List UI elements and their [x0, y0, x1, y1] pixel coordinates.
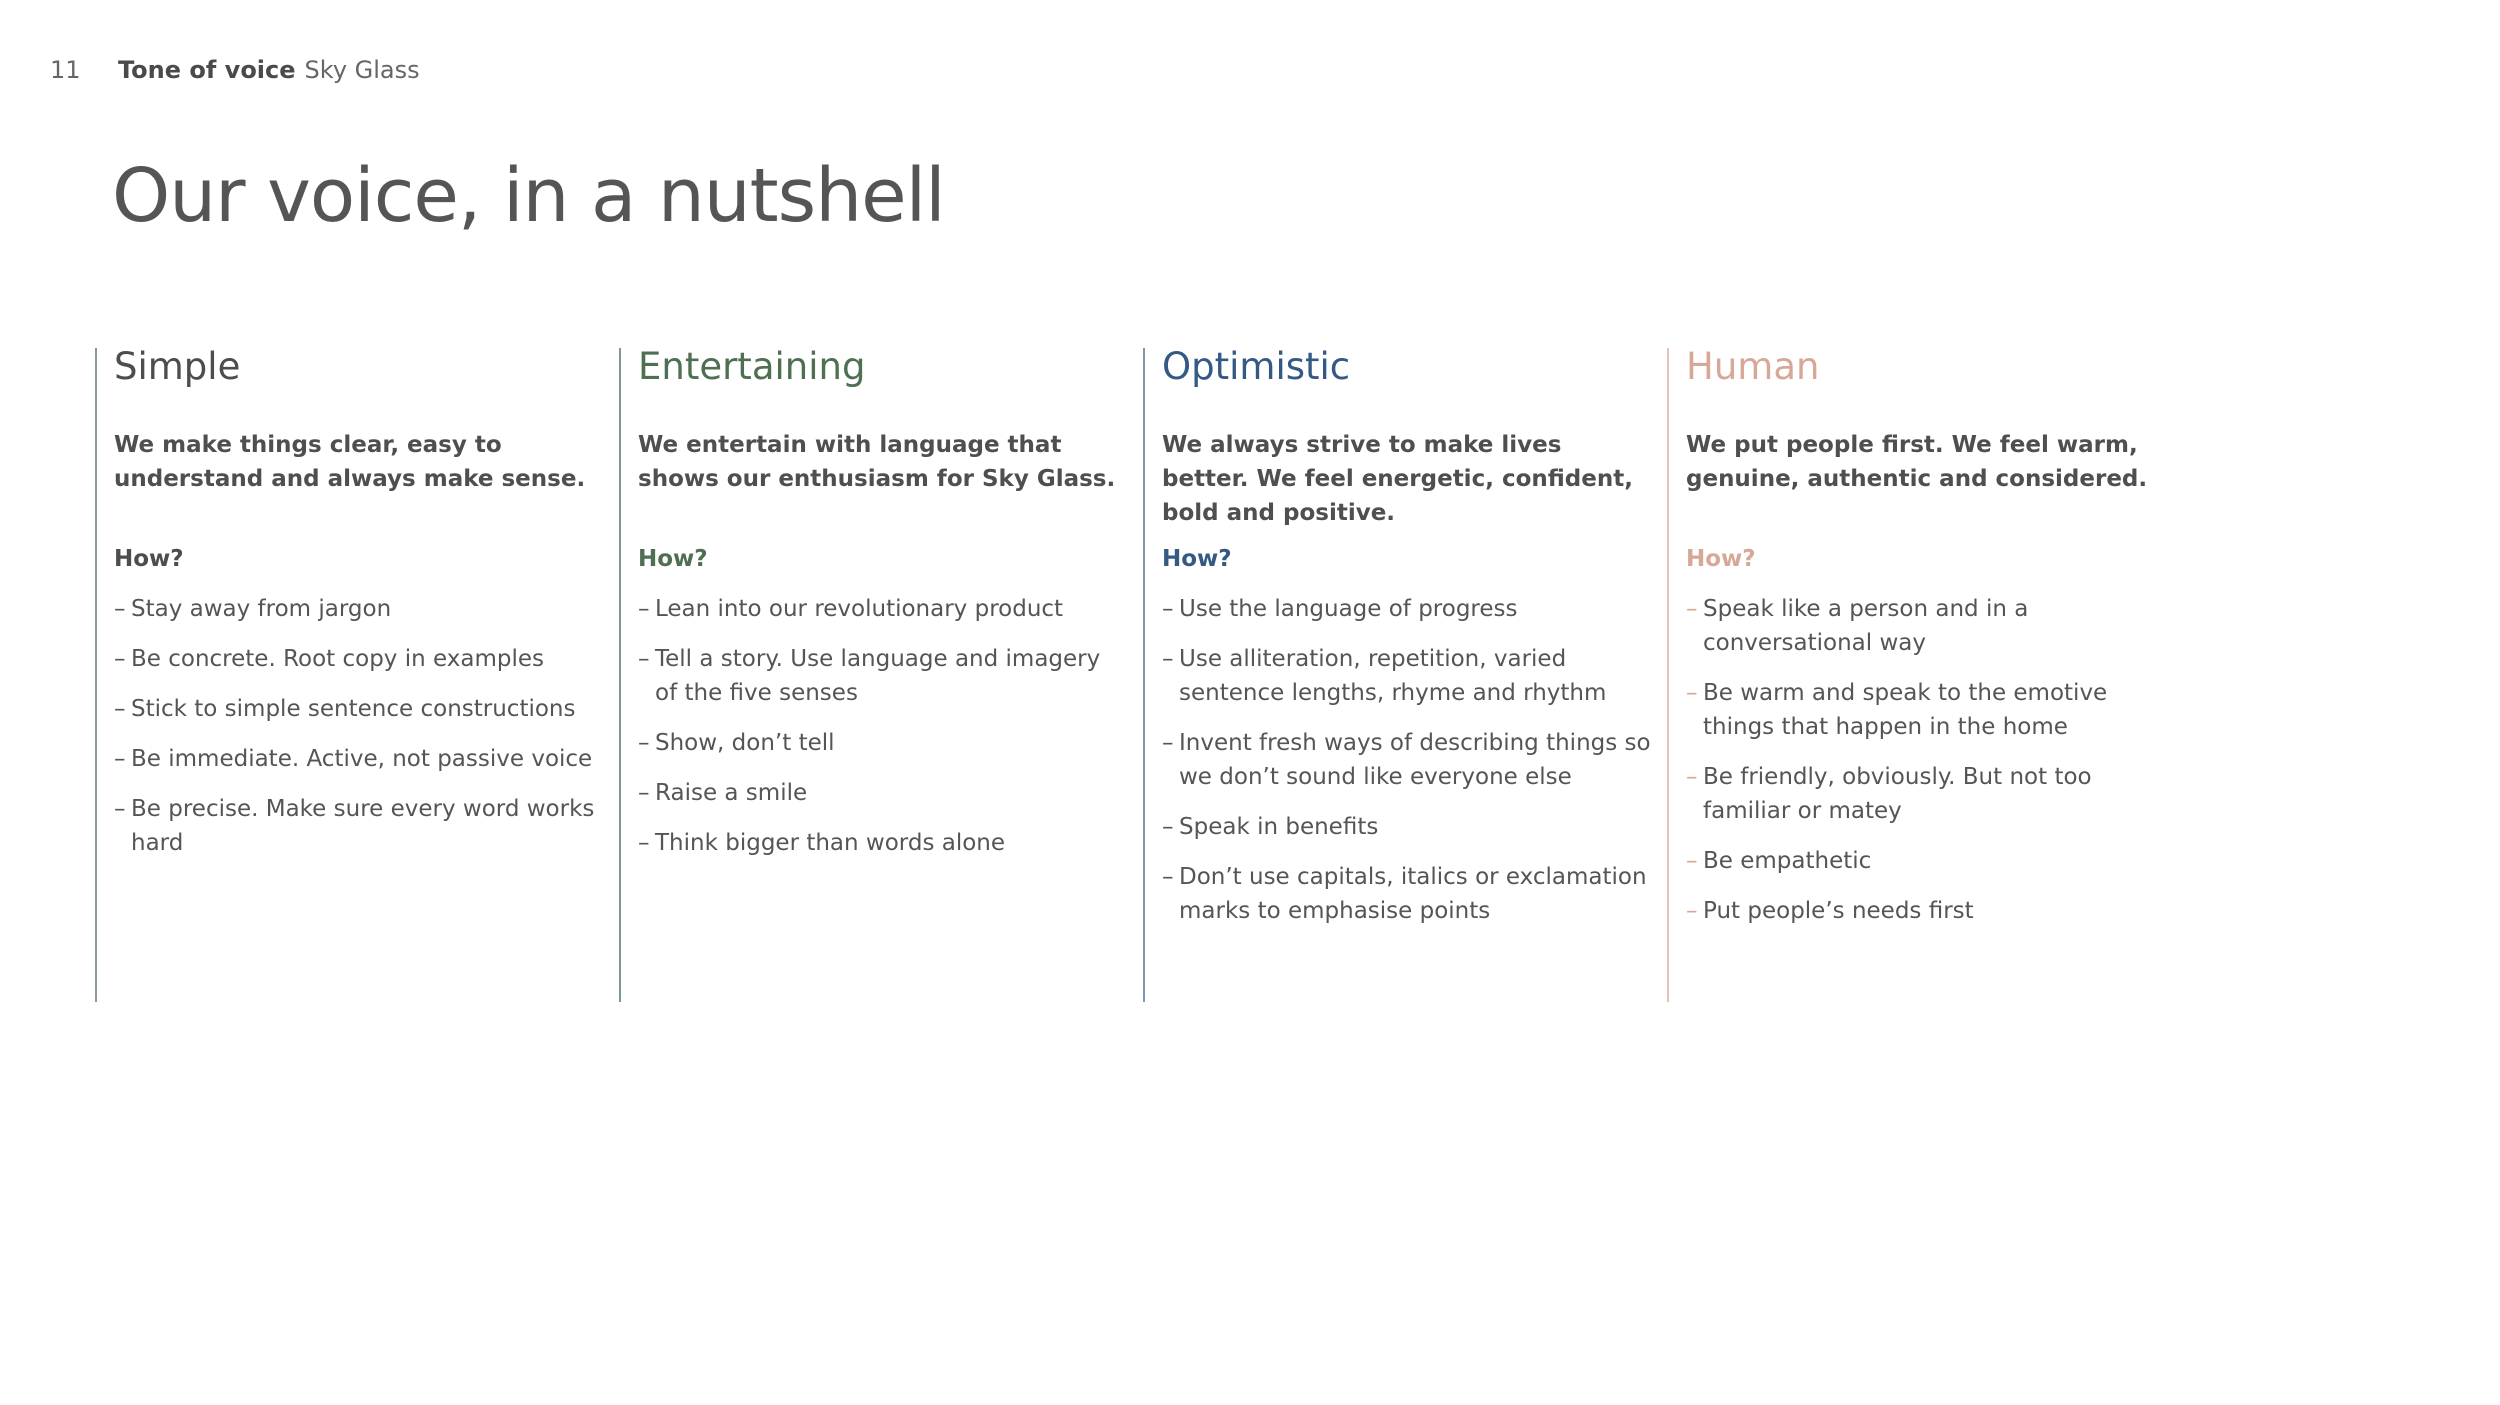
list-item-text: Be friendly, obviously. But not too familiar or matey [1703, 764, 2092, 824]
list-item [114, 692, 605, 726]
list-item-text: Tell a story. Use language and imagery of the five senses [655, 646, 1101, 706]
dash-bullet: – [1162, 596, 1174, 622]
dash-bullet: – [638, 830, 650, 856]
list-item-text: Lean into our revolutionary product [655, 596, 1064, 622]
list-item [1162, 860, 1653, 928]
list-item [638, 776, 1129, 810]
dash-bullet: – [114, 796, 126, 822]
how-label: How? [1162, 546, 1232, 572]
list-item-text: Speak like a person and in a conversational way [1703, 596, 2029, 656]
dash-bullet: – [114, 696, 126, 722]
list-item-text: Speak in benefits [1179, 814, 1379, 840]
list-item [1686, 760, 2177, 828]
list-item-text: Put people’s needs first [1703, 898, 1974, 924]
dash-bullet: – [1686, 848, 1698, 874]
list-item-text: Be precise. Make sure every word works hard [131, 796, 595, 856]
how-list [1162, 592, 1653, 928]
column-summary: We always strive to make lives better. We feel energetic, confident, bold and positive. [1162, 432, 1633, 526]
dash-bullet: – [638, 596, 650, 622]
list-item [114, 642, 605, 676]
list-item [638, 592, 1129, 626]
list-item-text: Be immediate. Active, not passive voice [131, 746, 593, 772]
list-item-text: Be empathetic [1703, 848, 1872, 874]
list-item [1686, 844, 2177, 878]
column-heading: Simple [114, 345, 241, 388]
list-item [114, 742, 605, 776]
list-item [1162, 642, 1653, 710]
list-item-text: Stay away from jargon [131, 596, 392, 622]
column-heading: Optimistic [1162, 345, 1351, 388]
list-item-text: Invent fresh ways of describing things so we don’t sound like everyone else [1179, 730, 1651, 790]
dash-bullet: – [1686, 596, 1698, 622]
list-item [114, 592, 605, 626]
list-item [114, 792, 605, 860]
dash-bullet: – [114, 746, 126, 772]
page-title: Our voice, in a nutshell [112, 153, 945, 239]
list-item [1162, 810, 1653, 844]
dash-bullet: – [114, 646, 126, 672]
list-item-text: Be warm and speak to the emotive things that happen in the home [1703, 680, 2108, 740]
dash-bullet: – [638, 730, 650, 756]
dash-bullet: – [1162, 646, 1174, 672]
dash-bullet: – [638, 780, 650, 806]
column-simple [95, 345, 619, 1002]
column-summary: We make things clear, easy to understand and always make sense. [114, 432, 586, 492]
list-item-text: Use the language of progress [1179, 596, 1518, 622]
list-item [1686, 676, 2177, 744]
list-item [638, 726, 1129, 760]
dash-bullet: – [1162, 730, 1174, 756]
how-label: How? [1686, 546, 1756, 572]
list-item-text: Don’t use capitals, italics or exclamation marks to emphasise points [1179, 864, 1647, 924]
dash-bullet: – [1686, 764, 1698, 790]
column-heading: Entertaining [638, 345, 866, 388]
dash-bullet: – [638, 646, 650, 672]
document-title: Tone of voice [118, 56, 296, 84]
list-item [1162, 726, 1653, 794]
how-list [638, 592, 1129, 860]
how-label: How? [638, 546, 708, 572]
how-list [1686, 592, 2177, 928]
dash-bullet: – [1686, 680, 1698, 706]
list-item-text: Use alliteration, repetition, varied sentence lengths, rhyme and rhythm [1179, 646, 1607, 706]
brand-name: Sky Glass [304, 56, 420, 84]
page-number: 11 [50, 56, 81, 84]
column-human [1667, 345, 2191, 1002]
column-summary: We put people first. We feel warm, genuine, authentic and considered. [1686, 432, 2148, 492]
list-item-text: Think bigger than words alone [655, 830, 1006, 856]
list-item [638, 642, 1129, 710]
list-item-text: Be concrete. Root copy in examples [131, 646, 544, 672]
tone-columns [95, 345, 2191, 1002]
list-item-text: Stick to simple sentence constructions [131, 696, 576, 722]
list-item-text: Show, don’t tell [655, 730, 835, 756]
dash-bullet: – [1162, 814, 1174, 840]
column-summary: We entertain with language that shows our enthusiasm for Sky Glass. [638, 432, 1116, 492]
column-optimistic [1143, 345, 1667, 1002]
how-list [114, 592, 605, 860]
column-heading: Human [1686, 345, 1820, 388]
page-header [50, 52, 420, 88]
dash-bullet: – [114, 596, 126, 622]
how-label: How? [114, 546, 184, 572]
column-entertaining [619, 345, 1143, 1002]
list-item [1686, 592, 2177, 660]
list-item [638, 826, 1129, 860]
dash-bullet: – [1686, 898, 1698, 924]
list-item-text: Raise a smile [655, 780, 808, 806]
list-item [1686, 894, 2177, 928]
list-item [1162, 592, 1653, 626]
dash-bullet: – [1162, 864, 1174, 890]
